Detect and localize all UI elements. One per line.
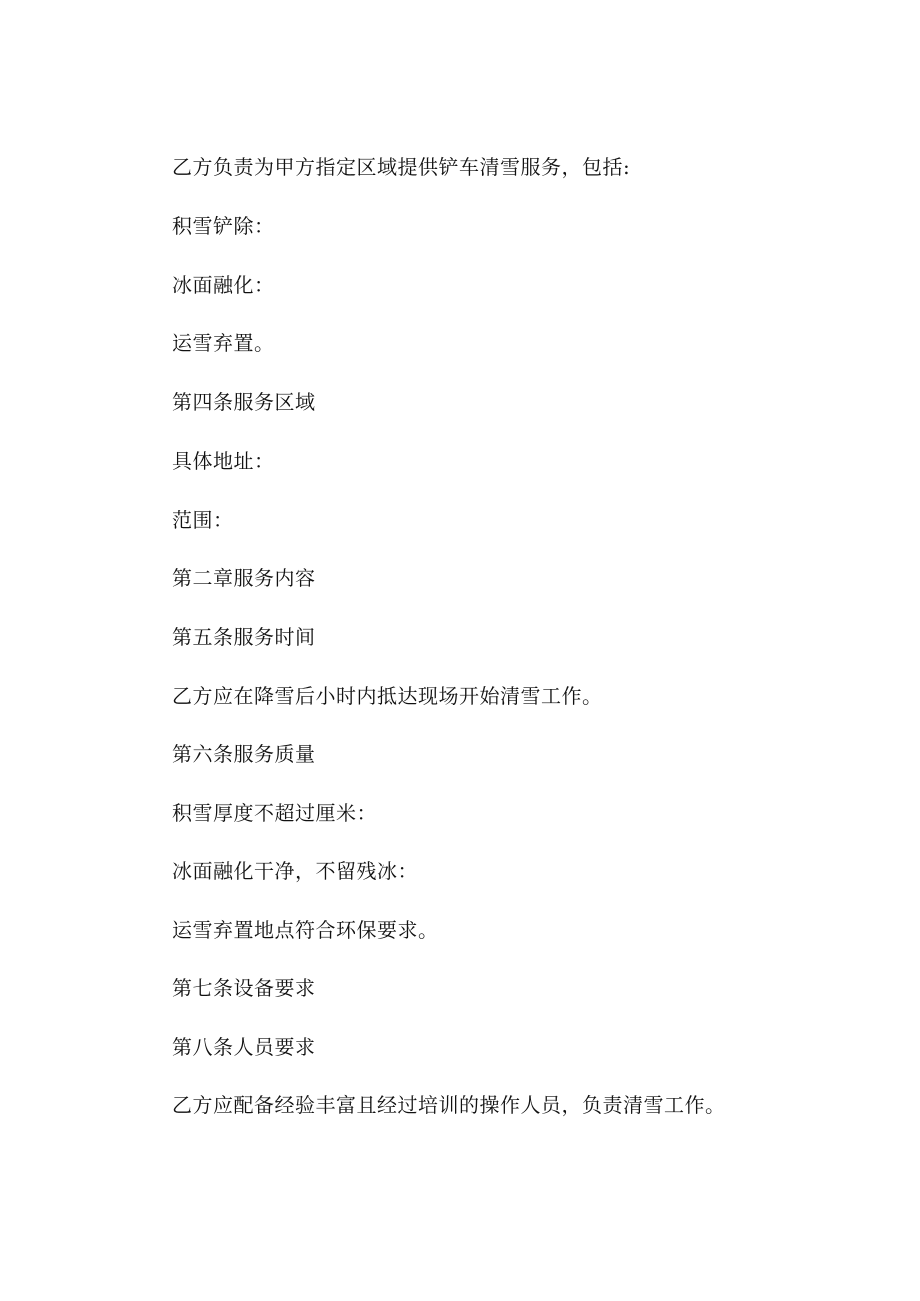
specific-address-label: 具体地址： (172, 449, 275, 473)
quality-ice-clean: 冰面融化干净，不留残冰： (172, 859, 418, 883)
article-8-heading: 第八条人员要求 (172, 1035, 316, 1059)
item-snow-disposal: 运雪弃置。 (172, 331, 275, 355)
item-ice-melting: 冰面融化： (172, 273, 275, 297)
article-5-heading: 第五条服务时间 (172, 625, 316, 649)
quality-snow-depth: 积雪厚度不超过厘米： (172, 801, 377, 825)
article-6-heading: 第六条服务质量 (172, 742, 316, 766)
item-snow-removal: 积雪铲除： (172, 214, 275, 238)
service-scope-intro: 乙方负责为甲方指定区域提供铲车清雪服务，包括: (172, 155, 631, 179)
article-7-heading: 第七条设备要求 (172, 976, 316, 1000)
chapter-2-heading: 第二章服务内容 (172, 566, 316, 590)
article-4-heading: 第四条服务区域 (172, 390, 316, 414)
service-time-text: 乙方应在降雪后小时内抵达现场开始清雪工作。 (172, 684, 603, 708)
quality-disposal-site: 运雪弃置地点符合环保要求。 (172, 918, 439, 942)
personnel-requirement-text: 乙方应配备经验丰富且经过培训的操作人员，负责清雪工作。 (172, 1093, 726, 1117)
scope-label: 范围： (172, 508, 234, 532)
